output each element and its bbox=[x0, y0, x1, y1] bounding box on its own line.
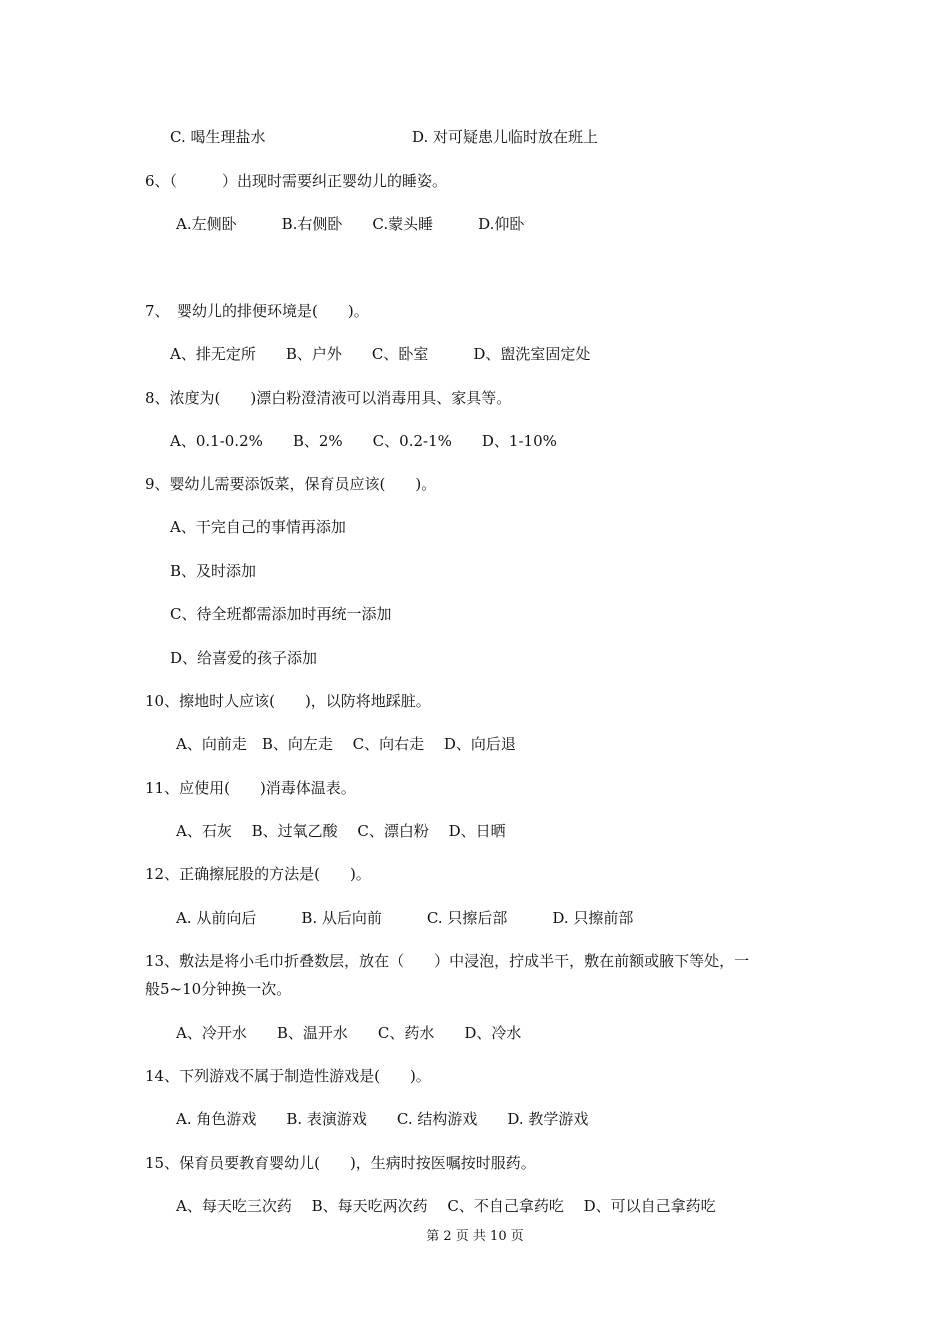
q9-option-d: D、给喜爱的孩子添加 bbox=[170, 649, 318, 667]
q14-stem: 14、下列游戏不属于制造性游戏是( )。 bbox=[145, 1067, 431, 1085]
q6-options: A.左侧卧 B.右侧卧 C.蒙头睡 D.仰卧 bbox=[176, 215, 525, 233]
q13-options: A、冷开水 B、温开水 C、药水 D、冷水 bbox=[176, 1024, 522, 1042]
q8-options: A、0.1-0.2% B、2% C、0.2-1% D、1-10% bbox=[170, 432, 557, 450]
q10-options: A、向前走 B、向左走 C、向右走 D、向后退 bbox=[176, 735, 516, 753]
q9-option-a: A、干完自己的事情再添加 bbox=[170, 518, 346, 536]
q9-option-b: B、及时添加 bbox=[170, 562, 257, 580]
q7-stem: 7、 婴幼儿的排便环境是( )。 bbox=[145, 302, 369, 320]
q10-stem: 10、擦地时人应该( )，以防将地踩脏。 bbox=[145, 692, 431, 710]
q7-options: A、排无定所 B、户外 C、卧室 D、盥洗室固定处 bbox=[170, 345, 591, 363]
q15-stem: 15、保育员要教育婴幼儿( )，生病时按医嘱按时服药。 bbox=[145, 1154, 536, 1172]
q9-option-c: C、待全班都需添加时再统一添加 bbox=[170, 605, 392, 623]
q12-options: A. 从前向后 B. 从后向前 C. 只擦后部 D. 只擦前部 bbox=[176, 909, 634, 927]
q13-stem-line1: 13、敷法是将小毛巾折叠数层，放在（ ）中浸泡，拧成半干，敷在前额或腋下等处，一 bbox=[145, 952, 750, 970]
q6-stem: 6、（ ）出现时需要纠正婴幼儿的睡姿。 bbox=[145, 172, 448, 190]
q12-stem: 12、正确擦屁股的方法是( )。 bbox=[145, 865, 371, 883]
q15-options: A、每天吃三次药 B、每天吃两次药 C、不自己拿药吃 D、可以自己拿药吃 bbox=[176, 1197, 716, 1215]
q5-option-d: D. 对可疑患儿临时放在班上 bbox=[412, 128, 599, 146]
q14-options: A. 角色游戏 B. 表演游戏 C. 结构游戏 D. 教学游戏 bbox=[176, 1110, 589, 1128]
page-footer: 第 2 页 共 10 页 bbox=[426, 1229, 524, 1244]
q13-stem-line2: 般5~10分钟换一次。 bbox=[145, 980, 292, 998]
q11-options: A、石灰 B、过氧乙酸 C、漂白粉 D、日晒 bbox=[176, 822, 506, 840]
q5-option-c: C. 喝生理盐水 bbox=[170, 128, 266, 146]
q8-stem: 8、浓度为( )漂白粉澄清液可以消毒用具、家具等。 bbox=[145, 389, 512, 407]
q11-stem: 11、应使用( )消毒体温表。 bbox=[145, 779, 356, 797]
q9-stem: 9、婴幼儿需要添饭菜，保育员应该( )。 bbox=[145, 475, 437, 493]
